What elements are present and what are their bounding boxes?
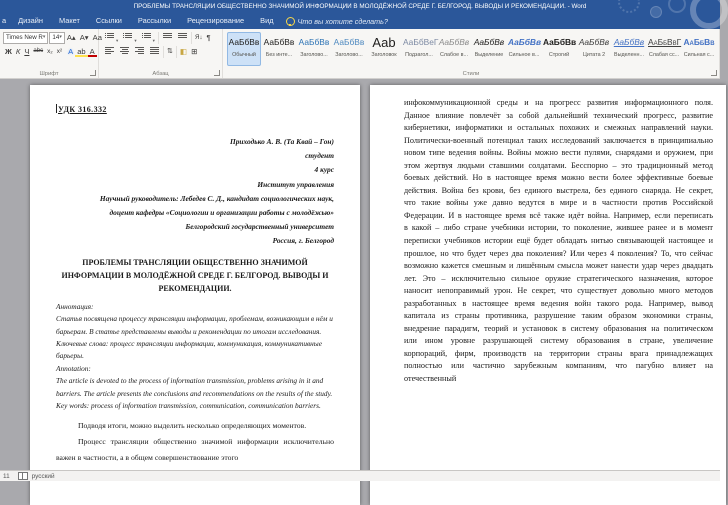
style-label: Слабая сс... — [648, 52, 680, 58]
style-tile-subtitle[interactable] — [402, 32, 439, 66]
divider — [158, 32, 159, 44]
status-page-fragment[interactable]: 11 — [3, 472, 10, 480]
author-line: Россия, г. Белгород — [272, 236, 334, 246]
show-marks-button[interactable]: ¶ — [206, 33, 211, 42]
font-size-value: 14 — [52, 34, 60, 41]
style-label: Сильное в... — [508, 52, 540, 58]
increase-indent-button[interactable] — [175, 32, 190, 43]
decrease-indent-button[interactable] — [160, 32, 175, 43]
annotation-line: Annotation: — [56, 363, 91, 373]
author-line: Научный руководитель: Лебедев С. Д., кандидат социологических наук, — [99, 193, 334, 203]
align-right-icon — [134, 46, 145, 56]
borders-button[interactable]: ⊞ — [191, 47, 198, 56]
document-page-1[interactable] — [30, 85, 360, 505]
shading-button[interactable]: ◧ — [179, 47, 188, 56]
sort-button[interactable]: Я↓ — [194, 34, 203, 41]
align-center-icon — [119, 46, 130, 56]
style-sample: АаБбВв — [228, 37, 260, 47]
style-sample: АаБбВв — [683, 37, 715, 47]
divider — [176, 46, 177, 58]
style-label: Обычный — [232, 52, 256, 58]
tab-design[interactable]: Дизайн — [18, 16, 43, 25]
style-tile-intense-emphasis[interactable] — [507, 32, 541, 66]
author-line: Институт управления — [257, 179, 334, 189]
annotation-line: Статья посвящена процессу трансляции информации, проблемам, возникающим в нём и барьерам. В статье представлены выводы и рекомендации по итогам исследования. — [56, 314, 333, 336]
style-label: Слабое в... — [440, 52, 468, 58]
multilevel-list-button[interactable]: ▾ — [139, 32, 157, 43]
justify-button[interactable] — [147, 46, 162, 57]
paragraph-group — [99, 29, 223, 78]
style-sample: АаБбВвГ — [648, 37, 682, 47]
style-tile-subtle-reference[interactable] — [647, 32, 681, 66]
align-left-button[interactable] — [102, 46, 117, 57]
language-indicator[interactable]: русский — [31, 472, 55, 480]
document-canvas[interactable] — [0, 78, 720, 470]
dialog-launcher-icon[interactable] — [90, 70, 96, 76]
style-tile-normal[interactable] — [227, 32, 261, 66]
author-line: 4 курс — [314, 165, 334, 175]
status-bar — [0, 470, 720, 481]
chevron-down-icon: ▾ — [59, 34, 62, 40]
grow-font-button[interactable]: А▴ — [66, 33, 76, 42]
multilevel-list-icon — [141, 32, 152, 42]
proofing-book-icon[interactable] — [18, 472, 28, 480]
annotation-line: Key words: process of information transmission, communication, communication barriers. — [56, 401, 321, 411]
window-title: ПРОБЛЕМЫ ТРАНСЛЯЦИИ ОБЩЕСТВЕННО ЗНАЧИМОЙ ИНФОРМАЦИИ В МОЛОДЁЖНОЙ СРЕДЕ Г. БЕЛГОРОД. ВЫВОДЫ И РЕКОМЕНДАЦИИ. - Word — [0, 0, 720, 13]
font-name-value: Times New R — [6, 34, 43, 41]
paragraph-group-label: Абзац — [152, 71, 169, 77]
document-page-2[interactable] — [370, 85, 726, 505]
annotation-block — [56, 301, 334, 413]
style-label: Без инте... — [265, 52, 293, 58]
tab-mailings[interactable]: Рассылки — [137, 16, 172, 25]
highlight-color-button[interactable]: ab — [77, 47, 86, 56]
style-tile-intense-quote[interactable] — [612, 32, 646, 66]
text-effects-button[interactable]: А — [68, 47, 74, 56]
font-size-combo[interactable] — [49, 32, 64, 44]
body-paragraph: инфокоммуникационной среды и на прогресс развития информационного поля. Данное влияние повлечёт за собой дальнейший технический прогресс, развитие кибернетики, информатики и остальных похожих и смежных направлений науки. Политически-военный потенциал таких исследований заключается в принципиально новом типе ведения войны. Войны можно вести пулями, снарядами и оружием, при этом жертвуя людьми ставшими солдатами. Бесспорно – это традиционный метод боевых действий. Но в настоящее время можно вести более эффективные боевые действия. Война без крови, без единого выстрела, без единого снаряда. Не секрет, что такие войны уже давно ведутся в мире и в частности против Российской Федерации. И в настоящее время всё также идёт война. Например, если переписать в какой – либо стране учебники истории, то поколение, жившее ранее и в момент переписки учебников истории ещё будет обладать нитью связывающей настоящее и прошлое, но что будет через два поколения? Или через 4 поколения? То, что сейчас возможно кажется смешным и лишённым смысла может нанести удар через двадцать лет. Это – исключительно сильное оружие стратегического назначения, которое наносит непоправимый урон. Не секрет, что существует довольно много методов разработанных в настоящее время ведения войн такого рода. Например, вывод капитала из страны противника, разрушение таким образом экономики страны, внедрение парадигм, теорий и установок в систему образования на политическом или ином уровне разрушающей систему образования в стране, увеличение корпораций, фирм, производств на территории страны врага принадлежащих полностью или частично зарубежным компаниям, что пагубно влияет на отечественный — [404, 98, 713, 384]
style-sample: АаБбВв — [298, 37, 330, 47]
style-sample: АаБбВеГ — [403, 37, 439, 47]
font-group — [0, 29, 102, 78]
align-left-icon — [104, 46, 115, 56]
indent-icon — [177, 32, 188, 42]
styles-group-label: Стили — [462, 71, 480, 77]
change-case-button[interactable]: Аа — [92, 33, 102, 42]
style-label: Сильная с... — [683, 52, 715, 58]
bold-button[interactable]: Ж — [5, 47, 12, 56]
bullet-list-icon — [104, 32, 115, 42]
align-right-button[interactable] — [132, 46, 147, 57]
tab-references[interactable]: Ссылки — [95, 16, 122, 25]
tab-insert-cropped[interactable]: а — [2, 16, 7, 25]
style-tile-title[interactable] — [367, 32, 401, 66]
style-label: Заголово... — [335, 52, 363, 58]
strikethrough-button[interactable]: abc — [33, 48, 44, 54]
italic-button[interactable]: К — [15, 47, 21, 56]
tell-me-box[interactable] — [286, 17, 388, 26]
tab-view[interactable]: Вид — [260, 16, 274, 25]
style-sample: АаБбВв — [438, 37, 470, 47]
style-sample: АаБбВв — [613, 37, 645, 47]
superscript-button[interactable]: x² — [56, 48, 63, 55]
author-block — [56, 135, 334, 249]
udk-line: УДК 316.332 — [58, 105, 107, 114]
style-label: Строгий — [548, 52, 570, 58]
font-color-button[interactable]: А — [89, 47, 95, 56]
tab-layout[interactable]: Макет — [58, 16, 80, 25]
annotation-line: The article is devoted to the process of information transmission, problems arising in it and barriers. The article presents the conclusions and recommendations on the results of the study. — [56, 376, 333, 398]
text-cursor — [56, 104, 57, 113]
author-line: студент — [305, 151, 334, 161]
style-tile-strong[interactable] — [542, 32, 576, 66]
bullets-button[interactable]: ▾ — [102, 32, 120, 43]
style-label: Заголово... — [300, 52, 328, 58]
style-tile-no-spacing[interactable] — [262, 32, 296, 66]
font-name-combo[interactable] — [3, 32, 48, 44]
style-tile-heading2[interactable] — [332, 32, 366, 66]
numbered-list-icon — [122, 32, 133, 42]
style-label: Выделение — [474, 52, 504, 58]
align-center-button[interactable] — [117, 46, 132, 57]
style-label: Заголовок — [371, 52, 397, 58]
dialog-launcher-icon[interactable] — [711, 70, 717, 76]
style-sample: АаБбВв — [473, 37, 505, 47]
style-tile-heading1[interactable] — [297, 32, 331, 66]
tell-me-label: Что вы хотите сделать? — [297, 16, 388, 26]
style-sample: Aab — [372, 35, 396, 50]
style-sample: АаБбВв — [263, 37, 295, 47]
article-title: ПРОБЛЕМЫ ТРАНСЛЯЦИИ ОБЩЕСТВЕННО ЗНАЧИМОЙ ИНФОРМАЦИИ В МОЛОДЁЖНОЙ СРЕДЕ Г. БЕЛГОРОД. ВЫВОДЫ И РЕКОМЕНДАЦИИ. — [61, 257, 329, 294]
annotation-line: Аннотация: — [56, 301, 94, 311]
shrink-font-button[interactable]: А▾ — [79, 33, 89, 42]
style-tile-emphasis[interactable] — [472, 32, 506, 66]
style-label: Подзагол... — [405, 52, 433, 58]
body-paragraph: Процесс трансляции общественно значимой информации исключительно важен в частности, а в общем совершенствование этого — [56, 436, 334, 462]
body-paragraph: Подводя итоги, можно выделить несколько определяющих моментов. — [78, 420, 307, 430]
style-tile-subtle-emphasis[interactable] — [437, 32, 471, 66]
annotation-line: Ключевые слова: процесс трансляции информации, коммуникация, коммуникативные барьеры. — [56, 339, 322, 361]
style-sample: АаБбВв — [578, 37, 610, 47]
chevron-down-icon: ▾ — [42, 34, 46, 40]
tab-review[interactable]: Рецензирование — [187, 16, 245, 25]
divider — [163, 46, 164, 58]
styles-gallery — [227, 32, 717, 66]
author-line: Белгородский государственный университет — [185, 222, 334, 232]
style-tile-quote2[interactable] — [577, 32, 611, 66]
style-sample: АаБбВв — [508, 37, 542, 47]
style-tile-intense-reference[interactable] — [682, 32, 716, 66]
subscript-button[interactable]: x₂ — [47, 48, 53, 55]
underline-button[interactable]: Ч — [24, 47, 30, 56]
style-label: Цитата 2 — [582, 52, 606, 58]
numbering-button[interactable]: ▾ — [120, 32, 138, 43]
style-sample: АаБбВв — [543, 37, 577, 47]
line-spacing-button[interactable]: ⇅ — [167, 48, 173, 55]
author-line: Приходько А. В. (Та Квай – Гон) — [229, 137, 334, 146]
dialog-launcher-icon[interactable] — [214, 70, 220, 76]
divider — [191, 32, 192, 44]
justify-icon — [149, 46, 160, 56]
font-group-label: Шрифт — [39, 71, 59, 77]
author-line: доцент кафедры «Социологии и организации работы с молодёжью» — [109, 208, 334, 218]
ribbon-tab-bar — [0, 13, 720, 29]
outdent-icon — [162, 32, 173, 42]
styles-group — [223, 29, 720, 78]
style-label: Выделенн... — [613, 52, 645, 58]
style-sample: АаБбВв — [333, 37, 365, 47]
lightbulb-icon — [286, 17, 295, 26]
ribbon — [0, 29, 720, 79]
